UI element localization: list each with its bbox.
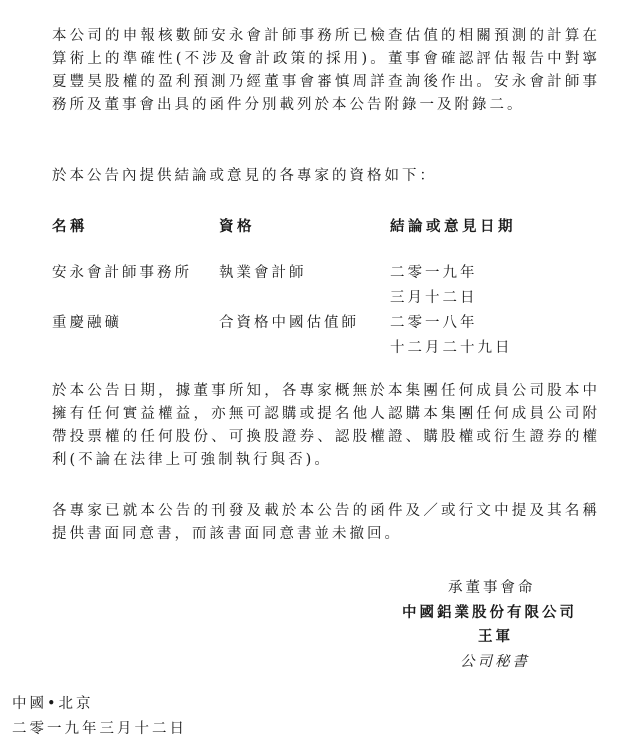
table-header-name: 名稱 (52, 218, 88, 235)
signature-title: 公司秘書 (460, 654, 530, 670)
table-header-qualification: 資格 (219, 218, 255, 235)
table-row-1-date-line2: 三月十二日 (390, 290, 478, 306)
table-header-date: 結論或意見日期 (390, 218, 516, 235)
table-row-2-name: 重慶融礦 (52, 315, 122, 331)
paragraph-valuation-check: 本公司的申報核數師安永會計師事務所已檢查估值的相關預測的計算在算術上的準確性(不涉及會計政策的採用)。董事會確認評估報告中對寧夏豐昊股權的盈利預測乃經董事會審慎周詳查詢後作出。安永會計師事務所及董事會出具的函件分別載列於本公告附錄一及附錄二。 (52, 28, 600, 113)
signature-company: 中國鋁業股份有限公司 (402, 604, 577, 621)
signature-signatory: 王軍 (478, 628, 513, 645)
signature-by-order: 承董事會命 (448, 580, 536, 596)
table-row-1-qualification: 執業會計師 (219, 265, 307, 281)
table-row-2-qualification: 合資格中國估值師 (219, 315, 359, 331)
footer-location: 中國•北京 (12, 696, 94, 712)
table-row-1-name: 安永會計師事務所 (52, 265, 192, 281)
paragraph-experts-intro: 於本公告內提供結論或意見的各專家的資格如下： (52, 168, 437, 184)
table-row-2-date-line2: 十二月二十九日 (390, 340, 513, 356)
table-row-2-date-line1: 二零一八年 (390, 315, 478, 331)
footer-date: 二零一九年三月十二日 (12, 721, 187, 737)
table-row-1-date-line1: 二零一九年 (390, 265, 478, 281)
paragraph-experts-consent: 各專家已就本公告的刊發及載於本公告的函件及／或行文中提及其名稱提供書面同意書，而該書面同意書並未撤回。 (52, 503, 600, 542)
paragraph-experts-interests: 於本公告日期，據董事所知，各專家概無於本集團任何成員公司股本中擁有任何實益權益，亦無可認購或提名他人認購本集團任何成員公司附帶投票權的任何股份、可換股證券、認股權證、購股權或衍生證券的權利(不論在法律上可強制執行與否)。 (52, 383, 600, 468)
